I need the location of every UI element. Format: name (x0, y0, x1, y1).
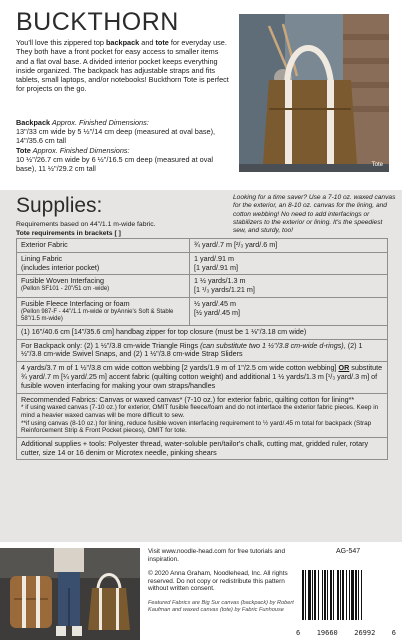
time-saver-tip: Looking for a time saver? Use a 7-10 oz. waxed canvas for the exterior, an 8-10 oz. canvas for the lining, and cotton webbing! No need to add interfacings or stabilizers to the exterior or lining. It's the speediest sew, and sturdy, too! (233, 194, 396, 235)
table-row (17, 297, 388, 325)
backpack-hardware: For Backpack only: (2) 1 ½"/3.8 cm-wide Triangle Rings (can substitute two 1 ½"/3.8 cm-wide d-rings), (2) 1 ½"/3.8 cm-wide Swivel Snaps, and (2) 1 ½"/3.8 cm-wide Strap Sliders (17, 339, 388, 362)
backpack-dimensions: 13"/33 cm wide by 5 ½"/14 cm deep (measured at oval base), 14"/35.6 cm tall (16, 127, 216, 146)
backpack-keyword: backpack (105, 38, 140, 47)
table-row (17, 275, 388, 298)
intro-section (0, 0, 402, 190)
photo-caption: Tote (371, 162, 383, 168)
backpack-tote-photo-illustration (0, 548, 140, 640)
footer-info (148, 548, 300, 621)
table-row (17, 239, 388, 253)
barcode-digits: 6 19660 26992 6 (296, 629, 396, 637)
additional-supplies: Additional supplies + tools: Polyester thread, water-soluble pen/tailor's chalk, cutting mat, gridded ruler, rotary cutter, size 14 or 16 denim or Microtex needle, pinking shears (17, 437, 388, 460)
barcode (296, 566, 396, 628)
supplies-heading: Supplies: (16, 194, 103, 217)
backpack-tote-photo (0, 548, 140, 640)
table-row (17, 325, 388, 339)
lining-fabric-value: 1 yard/.91 m [1 yard/.91 m] (190, 252, 388, 275)
exterior-fabric-label: Exterior Fabric (17, 239, 190, 253)
table-row (17, 393, 388, 437)
tote-dimensions: 10 ½"/26.7 cm wide by 6 ½"/16.5 cm deep (measured at oval base), 11 ½"/29.2 cm tall (16, 154, 214, 174)
table-row (17, 437, 388, 460)
tote-photo (239, 14, 389, 172)
woven-interfacing-value: 1 ½ yards/1.3 m [1 ¹/₃ yards/1.21 m] (190, 275, 388, 298)
exterior-fabric-value: ¾ yard/.7 m [²/₃ yard/.6 m] (190, 239, 388, 253)
supplies-section (0, 190, 402, 542)
finished-dimensions (16, 118, 234, 173)
lining-fabric-label: Lining Fabric (includes interior pocket) (17, 252, 190, 275)
intro-paragraph: You'll love this zippered top backpack and tote for everyday use. They both have a front pocket for easy access to smaller items and a flat oval base. A divided interior pocket keeps everything inside organized. The backpack has adjustable straps and fits tablets, small laptops, and/or notebooks! Buckthorn Tote is perfect for projects on the go. (16, 38, 229, 94)
table-row (17, 252, 388, 275)
website-note: Visit www.noodle-head.com for free tutorials and inspiration. (148, 548, 285, 563)
fleece-interfacing-label: Fusible Fleece Interfacing or foam (Pellon 987-F - 44"/1.1 m-wide or byAnnie's Soft & Stable 58"/1.5 m-wide) (17, 297, 190, 325)
supplies-table (16, 238, 388, 460)
recommended-fabrics: Recommended Fabrics: Canvas or waxed canvas* (7-10 oz.) for exterior fabric, quilting cotton for lining** * if using waxed canvas (7-10 oz.) for exterior, OMIT fusible fleece/foam and do not interface the exterior fabric pieces. Keep in mind a heavier waxed canvas will be more difficult to sew. **if using canvas (8-10 oz.) for lining, reduce fusible woven interfacing requirement to ½ yard/.45 m total for backpack (Strap Reinforcement Strip & Front Pocket pieces), OMIT for tote. (17, 393, 388, 437)
requirements-note: Requirements based on 44"/1.1 m-wide fabric. Tote requirements in brackets [ ] (16, 221, 156, 237)
tote-dimensions-heading: Tote Approx. Finished Dimensions: (16, 145, 130, 155)
woven-interfacing-label: Fusible Woven Interfacing (Pellon SF101 - 20"/51 cm -wide) (17, 275, 190, 298)
pattern-code: AG-547 (336, 548, 361, 555)
tote-photo-illustration (239, 14, 389, 172)
copyright-notice: © 2020 Anna Graham, Noodlehead, Inc. All rights reserved. Do not copy or redistribute this pattern without written consent. (148, 570, 288, 593)
tote-keyword: tote (155, 38, 169, 47)
webbing-requirement: 4 yards/3.7 m of 1 ½"/3.8 cm wide cotton webbing [2 yards/1.9 m of 1"/2.5 cm wide cotton webbing] OR substitute ¾ yard/.7 m [¼ yard/.25 m] accent fabric (quilting cotton weight) and additional 1 ½ yards/1.3 m [¹/₃ yard/.3 m] of fusible woven interfacing for making your own straps/handles (17, 362, 388, 393)
backpack-dimensions-heading: Backpack Approx. Finished Dimensions: (16, 118, 149, 127)
zipper-requirement: (1) 16"/40.6 cm [14"/35.6 cm] handbag zipper for top closure (must be 1 ⅛"/3.18 cm wide) (17, 325, 388, 339)
table-row (17, 339, 388, 362)
fleece-interfacing-value: ½ yard/.45 m [½ yard/.45 m] (190, 297, 388, 325)
featured-fabrics: Featured Fabrics are Big Sur canvas (backpack) by Robert Kaufman and waxed canvas (tote) by Fabric Funhouse (148, 599, 294, 613)
page-title: BUCKTHORN (16, 8, 179, 36)
table-row (17, 362, 388, 393)
